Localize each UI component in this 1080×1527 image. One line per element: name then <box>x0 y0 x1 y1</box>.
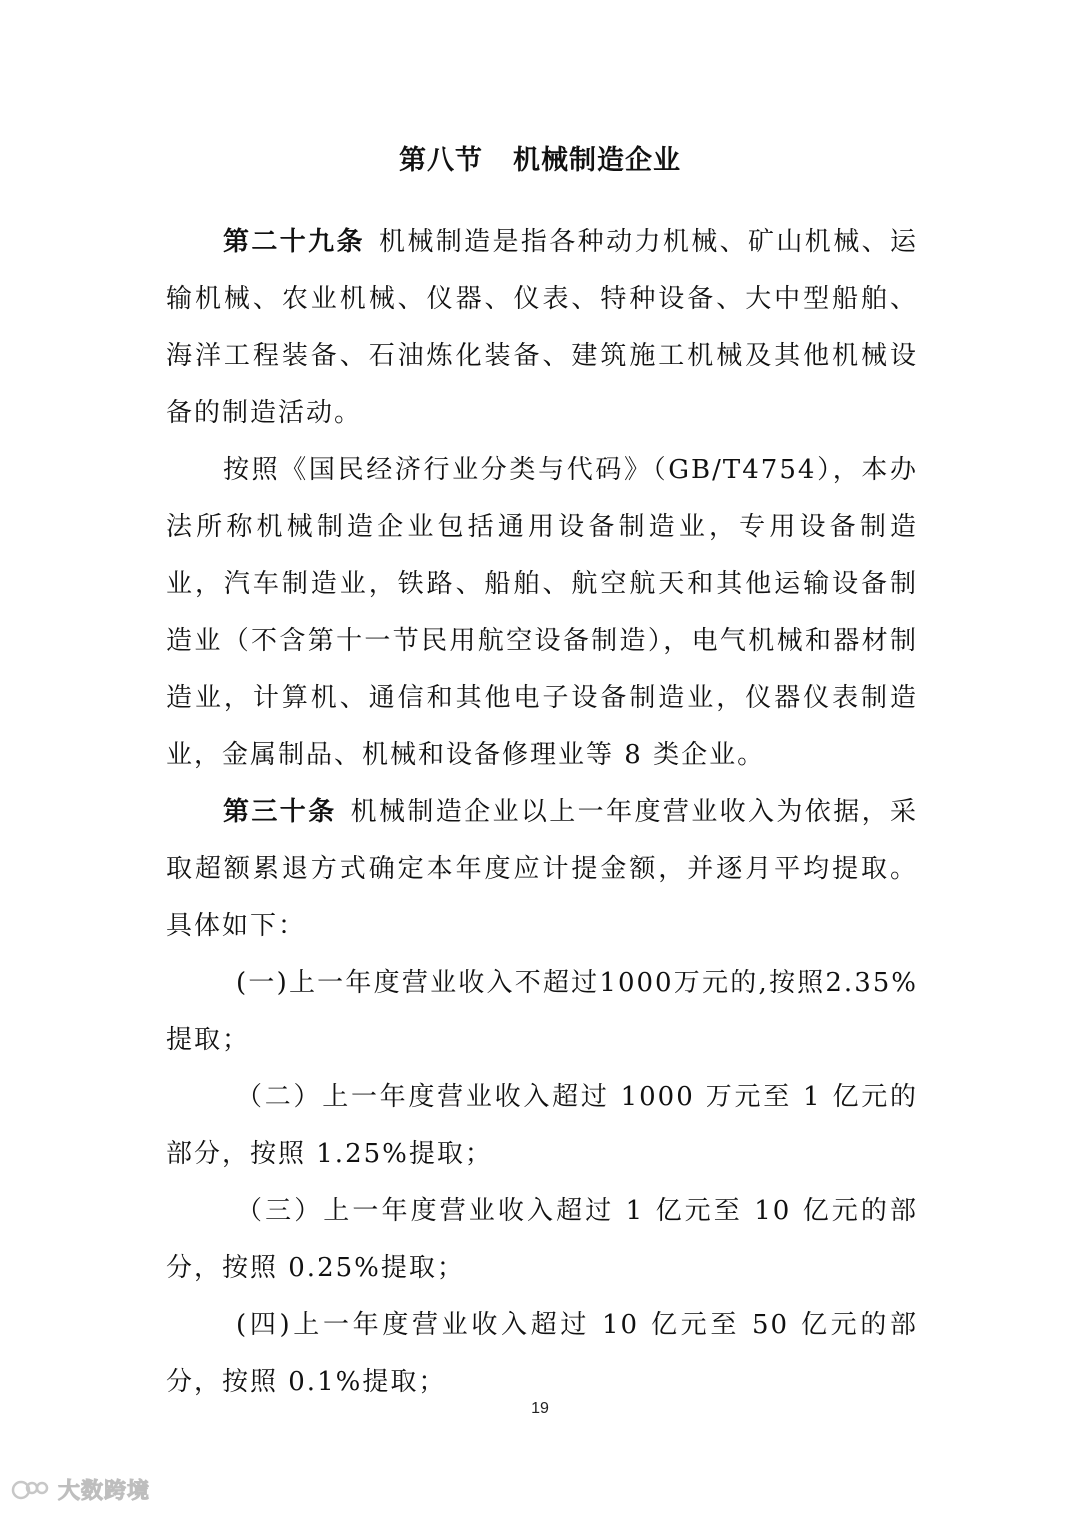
list-item: (四)上一年度营业收入超过 10 亿元至 50 亿元的部分，按照 0.1%提取； <box>166 1310 918 1397</box>
list-item: （二）上一年度营业收入超过 1000 万元至 1 亿元的部分，按照 1.25%提取； <box>166 1082 918 1169</box>
watermark <box>10 1474 150 1505</box>
document-body <box>166 214 918 1411</box>
section-name: 机械制造企业 <box>513 145 681 176</box>
article-number: 第二十九条 <box>223 227 365 257</box>
article-29-paragraph <box>166 214 918 442</box>
article-29-scope-paragraph <box>166 442 918 784</box>
section-title <box>0 138 1080 177</box>
brand-logo-icon <box>10 1475 50 1505</box>
article-text: 机械制造企业以上一年度营业收入为依据，采取超额累退方式确定本年度应计提金额，并逐月平均提取。具体如下： <box>166 797 918 941</box>
section-number: 第八节 <box>399 145 483 176</box>
page-number: 19 <box>531 1400 549 1417</box>
watermark-text: 大数跨境 <box>58 1479 151 1504</box>
article-text: 按照《国民经济行业分类与代码》（GB/T4754），本办法所称机械制造企业包括通用设备制造业，专用设备制造业，汽车制造业，铁路、船舶、航空航天和其他运输设备制造业（不含第十一节民用航空设备制造），电气机械和器材制造业，计算机、通信和其他电子设备制造业，仪器仪表制造业，金属制品、机械和设备修理业等 8 类企业。 <box>166 455 918 770</box>
list-item: (一)上一年度营业收入不超过1000万元的,按照2.35%提取； <box>166 968 918 1055</box>
article-text: 机械制造是指各种动力机械、矿山机械、运输机械、农业机械、仪器、仪表、特种设备、大中型船舶、海洋工程装备、石油炼化装备、建筑施工机械及其他机械设备的制造活动。 <box>166 227 918 428</box>
article-number: 第三十条 <box>223 797 337 827</box>
list-item: （三）上一年度营业收入超过 1 亿元至 10 亿元的部分，按照 0.25%提取； <box>166 1196 918 1283</box>
article-30-paragraph <box>166 784 918 955</box>
